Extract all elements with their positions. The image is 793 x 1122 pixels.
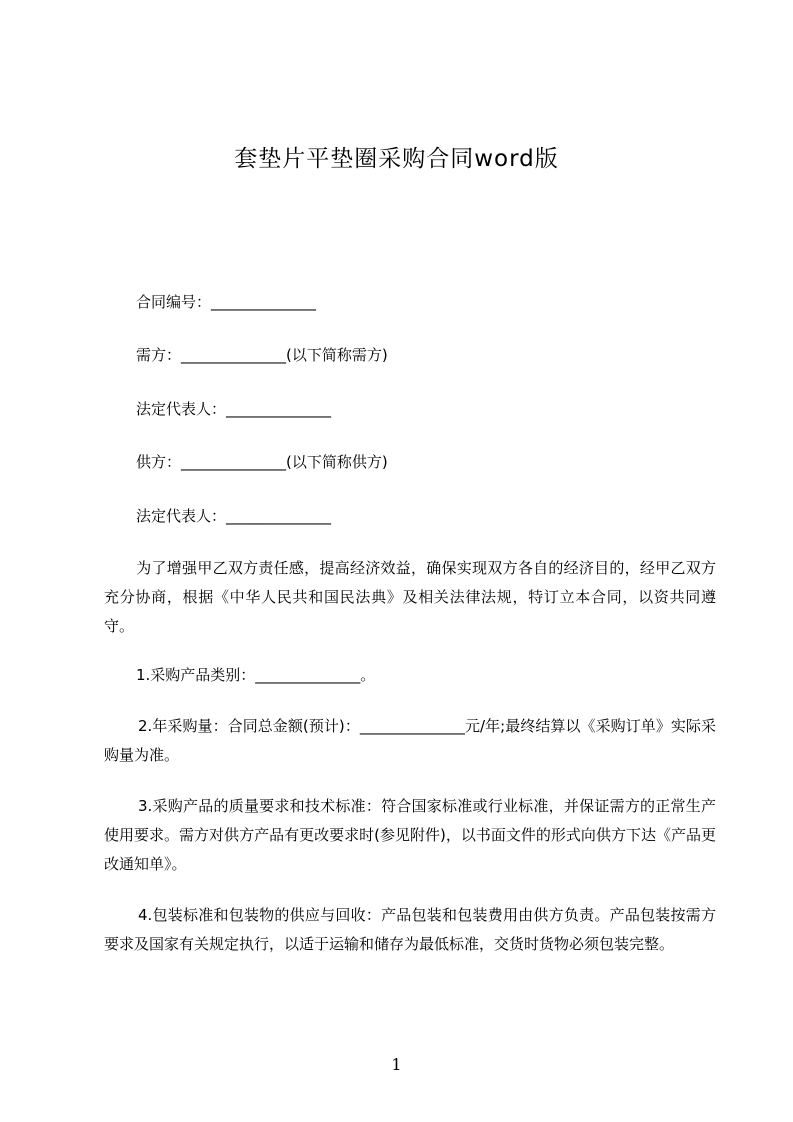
clause-1: 1.采购产品类别：______________。 — [136, 666, 376, 684]
clause-2: 2.年采购量：合同总金额(预计)：______________元/年;最终结算以《采购订单》实际采购量为准。 — [104, 717, 716, 764]
clause-3-paragraph — [104, 792, 716, 879]
clause-4: 4.包装标准和包装物的供应与回收：产品包装和包装费用由供方负责。产品包装按需方要求及国家有关规定执行，以适于运输和储存为最低标准，交货时货物必须包装完整。 — [104, 906, 716, 953]
document-title: 套垫片平垫圈采购合同word版 — [234, 146, 559, 172]
page-number: 1 — [391, 1055, 402, 1074]
clause-2-paragraph — [104, 712, 716, 770]
preamble-paragraph — [104, 554, 716, 641]
supplier-representative-field: 法定代表人：______________ — [136, 507, 332, 525]
supplier-field: 供方：______________(以下简称供方) — [136, 453, 388, 471]
clause-3: 3.采购产品的质量要求和技术标准：符合国家标准或行业标准，并保证需方的正常生产使用要求。需方对供方产品有更改要求时(参见附件)，以书面文件的形式向供方下达《产品更改通知单》。 — [104, 797, 716, 873]
preamble-text: 为了增强甲乙双方责任感，提高经济效益，确保实现双方各自的经济目的，经甲乙双方充分协商，根据《中华人民共和国民法典》及相关法律法规，特订立本合同，以资共同遵守。 — [104, 559, 716, 635]
buyer-representative-field: 法定代表人：______________ — [136, 400, 332, 418]
buyer-field: 需方：______________(以下简称需方) — [136, 346, 388, 364]
contract-number-field: 合同编号：______________ — [136, 293, 317, 311]
clause-4-paragraph — [104, 901, 716, 959]
